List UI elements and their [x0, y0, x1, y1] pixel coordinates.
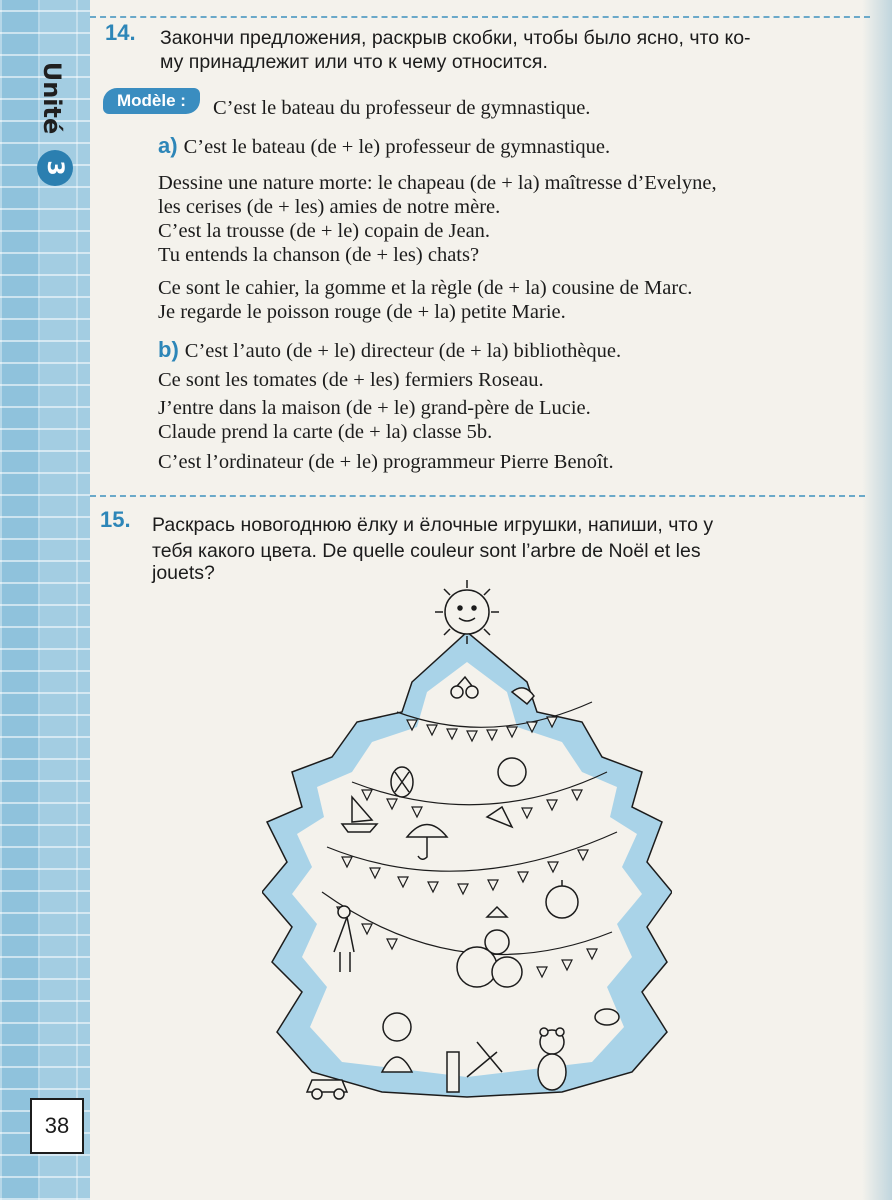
exercise-15-instruction-line1: Раскрась новогоднюю ёлку и ёлочные игрушки, напиши, что у	[152, 514, 714, 536]
part-b-line-4: Claude prend la carte (de + la) classe 5b.	[158, 421, 493, 443]
exercise-14-instruction-line2: му принадлежит или что к чему относится.	[160, 51, 548, 73]
tree-inner	[292, 662, 642, 1077]
part-a-line-7: Je regarde le poisson rouge (de + la) petite Marie.	[158, 301, 566, 323]
christmas-tree-illustration	[262, 572, 672, 1112]
part-a-line-6: Ce sont le cahier, la gomme et la règle (de + la) cousine de Marc.	[158, 277, 693, 299]
part-b-line-2: Ce sont les tomates (de + les) fermiers Roseau.	[158, 369, 544, 391]
top-divider	[90, 16, 870, 18]
exercise-14-number: 14.	[105, 20, 136, 45]
part-b-line-5: C’est l’ordinateur (de + le) programmeur Pierre Benoît.	[158, 451, 614, 473]
exercise-14-instruction-line1: Закончи предложения, раскрыв скобки, чтобы было ясно, что ко-	[160, 27, 751, 49]
part-b-line-1	[158, 338, 878, 363]
part-a-line-3: les cerises (de + les) amies de notre mère.	[158, 196, 501, 218]
part-a-line-4: C’est la trousse (de + le) copain de Jean.	[158, 220, 491, 242]
part-a-line-5: Tu entends la chanson (de + les) chats?	[158, 244, 480, 266]
unit-number-badge: 3	[37, 150, 73, 186]
model-sentence: C’est le bateau du professeur de gymnastique.	[213, 97, 591, 119]
part-a-letter: a)	[158, 133, 178, 158]
part-a-line-2: Dessine une nature morte: le chapeau (de + la) maîtresse d’Evelyne,	[158, 172, 717, 194]
part-b-letter: b)	[158, 337, 179, 362]
sun-topper	[435, 580, 499, 644]
unit-label	[34, 28, 70, 168]
unit-label-text: Unité	[38, 61, 66, 135]
part-a-line-1	[158, 134, 878, 159]
exercise-15-instruction-line3: jouets?	[152, 562, 215, 584]
exercise-15-instruction-line2: тебя какого цвета. De quelle couleur sont l’arbre de Noël et les	[152, 540, 701, 562]
part-a-line-1-text: C’est le bateau (de + le) professeur de gymnastique.	[183, 136, 611, 158]
part-b-line-1-text: C’est l’auto (de + le) directeur (de + la) bibliothèque.	[184, 340, 622, 362]
part-b-line-3: J’entre dans la maison (de + le) grand-père de Lucie.	[158, 397, 591, 419]
exercise-15-number: 15.	[100, 507, 131, 532]
model-badge: Modèle :	[103, 88, 200, 114]
middle-divider	[90, 495, 865, 497]
page-number: 38	[30, 1098, 84, 1154]
